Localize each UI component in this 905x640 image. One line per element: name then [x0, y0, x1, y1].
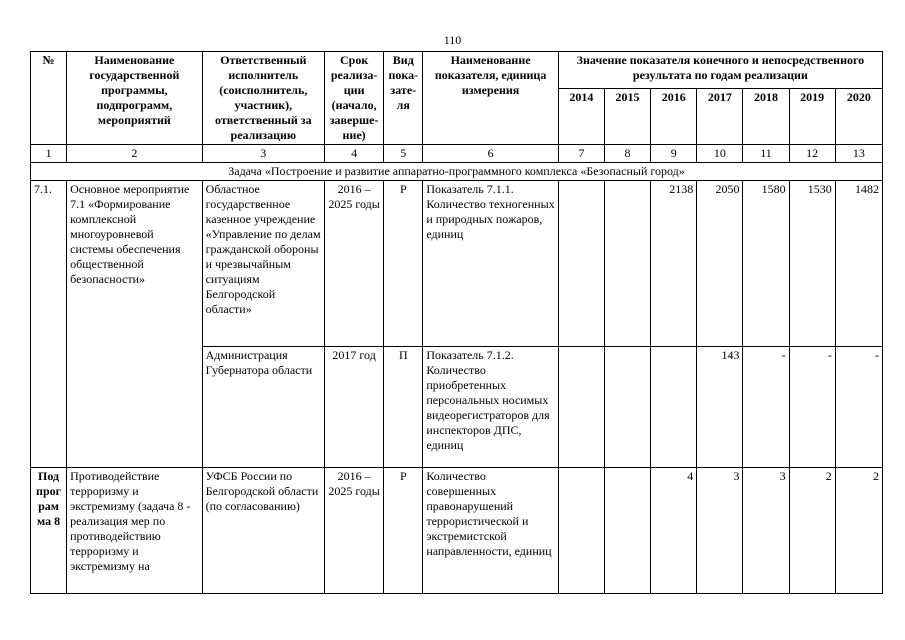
value-cell: [604, 181, 650, 347]
column-number: 5: [384, 145, 423, 163]
table-row: [31, 181, 883, 347]
table-row: [31, 468, 883, 594]
row-indicator: Показатель 7.1.2. Количество приобретенных персональных носимых видеорегистраторов для инспекторов ДПС, единиц: [423, 347, 558, 468]
column-number: 3: [202, 145, 324, 163]
column-number: 9: [651, 145, 697, 163]
page-number: 110: [443, 33, 462, 47]
column-number: 6: [423, 145, 558, 163]
column-number: 12: [789, 145, 835, 163]
column-number: 4: [325, 145, 384, 163]
row-number: 7.1.: [31, 181, 67, 468]
value-cell: 3: [743, 468, 789, 594]
value-cell: 4: [651, 468, 697, 594]
value-cell: 1530: [789, 181, 835, 347]
header-year: 2020: [835, 89, 882, 145]
value-cell: [651, 347, 697, 468]
value-cell: 2138: [651, 181, 697, 347]
row-executor: Администрация Губернатора области: [202, 347, 324, 468]
row-executor: УФСБ России по Белгородской области (по согласованию): [202, 468, 324, 594]
row-measure-name: Основное мероприятие 7.1 «Формирование комплексной многоуровневой системы обеспечения общественной безопасности»: [67, 181, 202, 468]
value-cell: 2050: [697, 181, 743, 347]
header-values-group: Значение показателя конечного и непосредственного результата по годам реализации: [558, 52, 882, 89]
row-term: 2017 год: [325, 347, 384, 468]
value-cell: [558, 347, 604, 468]
value-cell: -: [789, 347, 835, 468]
header-program-name: Наименование государственной программы, подпрограмм, мероприятий: [67, 52, 202, 145]
row-executor: Областное государственное казенное учреждение «Управление по делам гражданской обороны и чрезвычайным ситуациям Белгородской области»: [202, 181, 324, 347]
value-cell: -: [743, 347, 789, 468]
column-number: 1: [31, 145, 67, 163]
value-cell: 2: [835, 468, 882, 594]
header-year: 2019: [789, 89, 835, 145]
row-number: Под прог рам ма 8: [31, 468, 67, 594]
row-indicator-type: Р: [384, 181, 423, 347]
row-indicator: Количество совершенных правонарушений террористической и экстремистской направленности, единиц: [423, 468, 558, 594]
header-indicator-type: Вид пока-зате-ля: [384, 52, 423, 145]
column-numbers-row: [31, 145, 883, 163]
row-term: 2016 – 2025 годы: [325, 468, 384, 594]
value-cell: 3: [697, 468, 743, 594]
task-title: Задача «Построение и развитие аппаратно-программного комплекса «Безопасный город»: [31, 163, 883, 181]
value-cell: [604, 468, 650, 594]
header-term: Срок реализа-ции (начало, заверше-ние): [325, 52, 384, 145]
header-row-1: [31, 52, 883, 89]
column-number: 10: [697, 145, 743, 163]
row-indicator: Показатель 7.1.1. Количество техногенных и природных пожаров, единиц: [423, 181, 558, 347]
program-table: [30, 51, 883, 594]
value-cell: 1580: [743, 181, 789, 347]
header-year: 2016: [651, 89, 697, 145]
row-term: 2016 – 2025 годы: [325, 181, 384, 347]
header-year: 2018: [743, 89, 789, 145]
value-cell: [604, 347, 650, 468]
value-cell: 143: [697, 347, 743, 468]
value-cell: -: [835, 347, 882, 468]
value-cell: [558, 468, 604, 594]
value-cell: 1482: [835, 181, 882, 347]
row-indicator-type: Р: [384, 468, 423, 594]
column-number: 2: [67, 145, 202, 163]
header-year: 2015: [604, 89, 650, 145]
column-number: 8: [604, 145, 650, 163]
header-indicator-name: Наименование показателя, единица измерения: [423, 52, 558, 145]
column-number: 11: [743, 145, 789, 163]
header-number: №: [31, 52, 67, 145]
header-year: 2017: [697, 89, 743, 145]
row-indicator-type: П: [384, 347, 423, 468]
value-cell: 2: [789, 468, 835, 594]
row-measure-name: Противодействие терроризму и экстремизму (задача 8 - реализация мер по противодействию терроризму и экстремизму на: [67, 468, 202, 594]
task-row: [31, 163, 883, 181]
value-cell: [558, 181, 604, 347]
header-year: 2014: [558, 89, 604, 145]
column-number: 13: [835, 145, 882, 163]
column-number: 7: [558, 145, 604, 163]
header-executor: Ответственный исполнитель (соисполнитель, участник), ответственный за реализацию: [202, 52, 324, 145]
